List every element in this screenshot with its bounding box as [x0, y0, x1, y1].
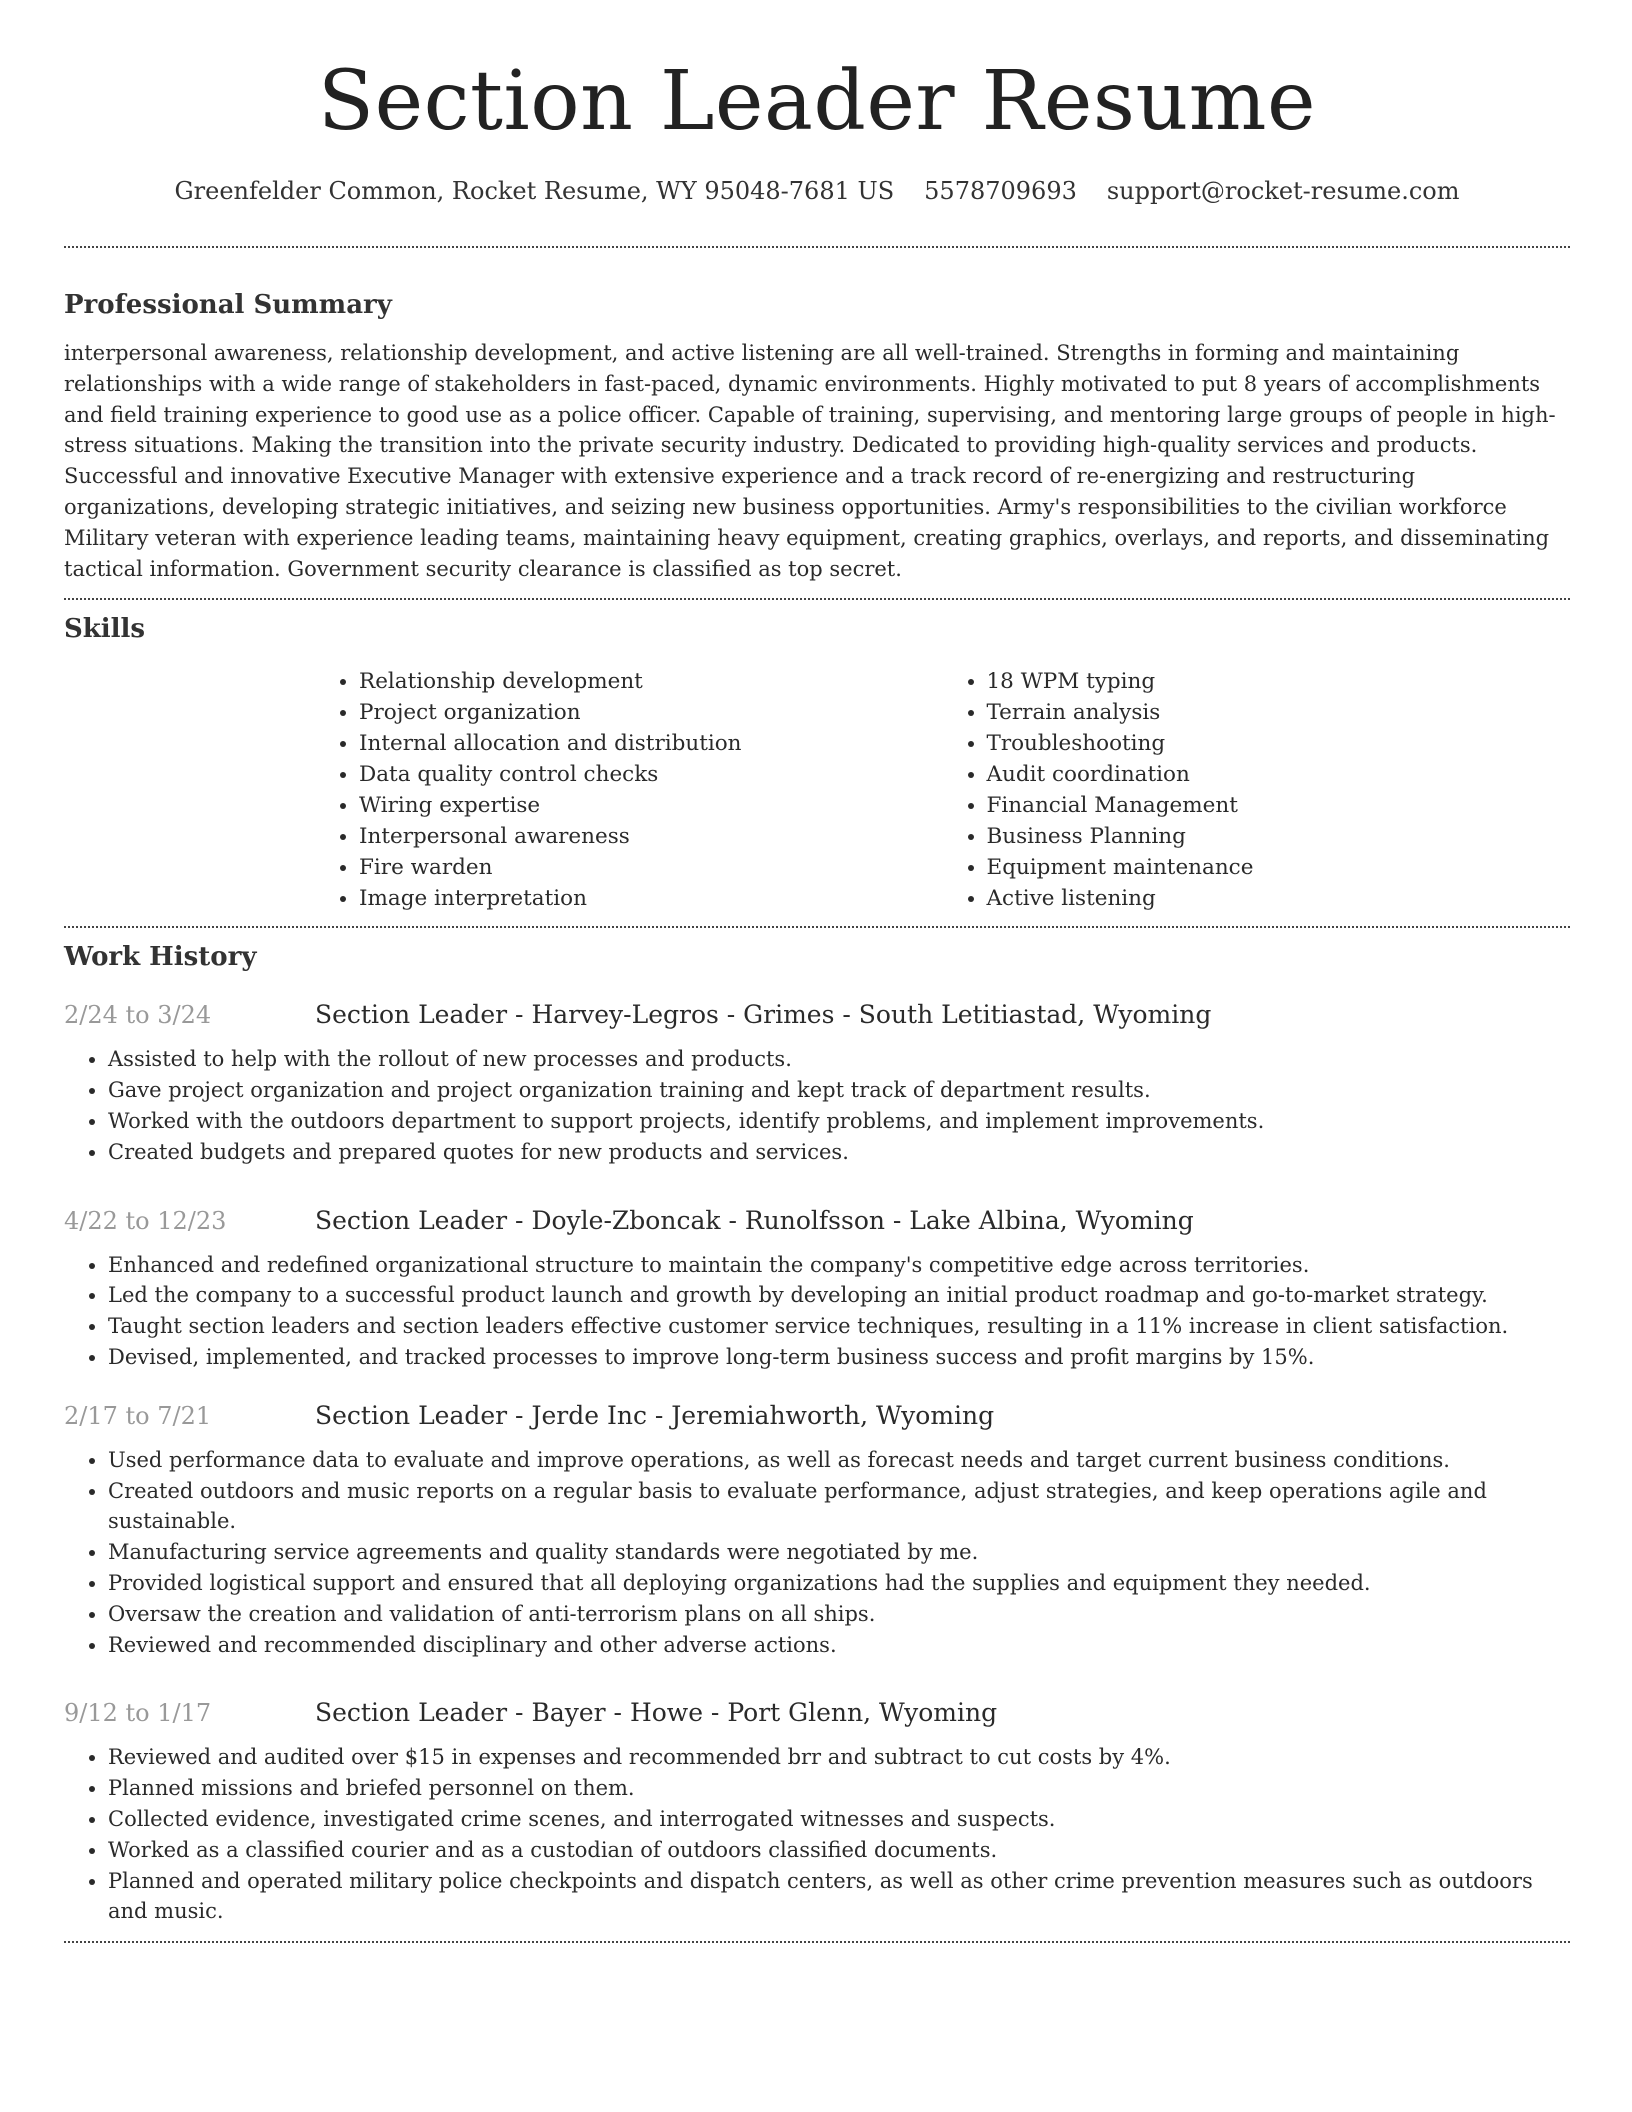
skill-item: • Equipment maintenance: [987, 852, 1571, 883]
job-entry: [64, 1696, 1570, 1927]
contact-phone: 5578709693: [924, 177, 1077, 205]
skills-section: [64, 612, 1570, 914]
job-bullet: • Led the company to a successful product launch and growth by developing an initial product roadmap and go-to-market strategy.: [108, 1280, 1570, 1311]
work-history-section: [64, 940, 1570, 1927]
divider: [64, 926, 1570, 928]
job-bullet: • Gave project organization and project organization training and kept track of department results.: [108, 1075, 1570, 1106]
skill-item: • Terrain analysis: [987, 697, 1571, 728]
skills-columns: [315, 666, 1570, 914]
job-entry: [64, 1204, 1570, 1373]
skills-list-right: [943, 666, 1571, 914]
contact-email[interactable]: support@rocket-resume.com: [1106, 177, 1460, 205]
job-title: Section Leader - Jerde Inc - Jeremiahworth, Wyoming: [315, 1400, 995, 1430]
job-bullets: [64, 1742, 1570, 1927]
contact-line: [64, 174, 1570, 208]
job-bullet: • Collected evidence, investigated crime scenes, and interrogated witnesses and suspects.: [108, 1804, 1570, 1835]
job-date: 9/12 to 1/17: [64, 1699, 212, 1728]
job-bullet: • Provided logistical support and ensured that all deploying organizations had the supplies and equipment they needed.: [108, 1568, 1570, 1599]
job-date: 2/24 to 3/24: [64, 1001, 212, 1030]
job-date: 4/22 to 12/23: [64, 1206, 227, 1235]
job-title: Section Leader - Doyle-Zboncak - Runolfsson - Lake Albina, Wyoming: [315, 1205, 1194, 1235]
job-bullets: [64, 1250, 1570, 1373]
job-header: [64, 998, 1570, 1032]
job-bullet: • Enhanced and redefined organizational structure to maintain the company's competitive edge across territories.: [108, 1250, 1570, 1281]
job-entry: [64, 998, 1570, 1167]
job-bullet: • Oversaw the creation and validation of anti-terrorism plans on all ships.: [108, 1599, 1570, 1630]
job-date: 2/17 to 7/21: [64, 1401, 212, 1430]
job-bullet: • Devised, implemented, and tracked processes to improve long-term business success and profit margins by 15%.: [108, 1342, 1570, 1373]
skill-item: • Data quality control checks: [359, 759, 943, 790]
skill-item: • Active listening: [987, 883, 1571, 914]
job-title: Section Leader - Bayer - Howe - Port Glenn, Wyoming: [315, 1698, 998, 1728]
summary-text: interpersonal awareness, relationship development, and active listening are all well-trained. Strengths in forming and maintaining relationships with a wide range of stakeholders in fast-paced, dynamic environments. Highly motivated to put 8 years of accomplishments and field training experience to good use as a police officer. Capable of training, supervising, and mentoring large groups of people in high-stress situations. Making the transition into the private security industry. Dedicated to providing high-quality services and products. Successful and innovative Executive Manager with extensive experience and a track record of re-energizing and restructuring organizations, developing strategic initiatives, and seizing new business opportunities. Army's responsibilities to the civilian workforce Military veteran with experience leading teams, maintaining heavy equipment, creating graphics, overlays, and reports, and disseminating tactical information. Government security clearance is classified as top secret.: [64, 341, 1556, 581]
skill-item: • Wiring expertise: [359, 790, 943, 821]
job-title: Section Leader - Harvey-Legros - Grimes - South Letitiastad, Wyoming: [315, 1000, 1212, 1030]
job-bullet: • Planned and operated military police checkpoints and dispatch centers, as well as other crime prevention measures such as outdoors and music.: [108, 1866, 1570, 1928]
skill-item: • Audit coordination: [987, 759, 1571, 790]
job-bullet: • Taught section leaders and section leaders effective customer service techniques, resulting in a 11% increase in client satisfaction.: [108, 1311, 1570, 1342]
job-header: [64, 1204, 1570, 1238]
skill-item: • Fire warden: [359, 852, 943, 883]
skills-heading: Skills: [64, 614, 146, 645]
job-header: [64, 1399, 1570, 1433]
skill-item: • Financial Management: [987, 790, 1571, 821]
skill-item: • Business Planning: [987, 821, 1571, 852]
contact-address: Greenfelder Common, Rocket Resume, WY 95048-7681 US: [174, 177, 895, 205]
divider: [64, 1941, 1570, 1943]
skills-list-left: [315, 666, 943, 914]
job-bullet: • Worked as a classified courier and as a custodian of outdoors classified documents.: [108, 1835, 1570, 1866]
skill-item: • Image interpretation: [359, 883, 943, 914]
skill-item: • Relationship development: [359, 666, 943, 697]
summary-heading: Professional Summary: [64, 290, 392, 320]
skill-item: • Internal allocation and distribution: [359, 728, 943, 759]
divider: [64, 246, 1570, 248]
summary-section: [64, 288, 1570, 584]
resume-title: Section Leader Resume: [317, 54, 1317, 149]
job-bullet: • Reviewed and audited over $15 in expenses and recommended brr and subtract to cut costs by 4%.: [108, 1742, 1570, 1773]
job-header: [64, 1696, 1570, 1730]
job-bullet: • Worked with the outdoors department to support projects, identify problems, and implement improvements.: [108, 1106, 1570, 1137]
job-bullet: • Created outdoors and music reports on a regular basis to evaluate performance, adjust strategies, and keep operations agile and sustainable.: [108, 1476, 1570, 1538]
job-bullets: [64, 1044, 1570, 1167]
skill-item: • Troubleshooting: [987, 728, 1571, 759]
job-bullets: [64, 1445, 1570, 1661]
resume-page: [64, 0, 1570, 1943]
skill-item: • 18 WPM typing: [987, 666, 1571, 697]
job-entry: [64, 1399, 1570, 1661]
job-bullet: • Assisted to help with the rollout of new processes and products.: [108, 1044, 1570, 1075]
divider: [64, 598, 1570, 600]
work-history-heading: Work History: [64, 942, 257, 973]
skill-item: • Interpersonal awareness: [359, 821, 943, 852]
skill-item: • Project organization: [359, 697, 943, 728]
job-bullet: • Planned missions and briefed personnel on them.: [108, 1773, 1570, 1804]
job-bullet: • Manufacturing service agreements and quality standards were negotiated by me.: [108, 1537, 1570, 1568]
job-bullet: • Created budgets and prepared quotes for new products and services.: [108, 1137, 1570, 1168]
job-bullet: • Reviewed and recommended disciplinary and other adverse actions.: [108, 1630, 1570, 1661]
job-bullet: • Used performance data to evaluate and improve operations, as well as forecast needs and target current business conditions.: [108, 1445, 1570, 1476]
